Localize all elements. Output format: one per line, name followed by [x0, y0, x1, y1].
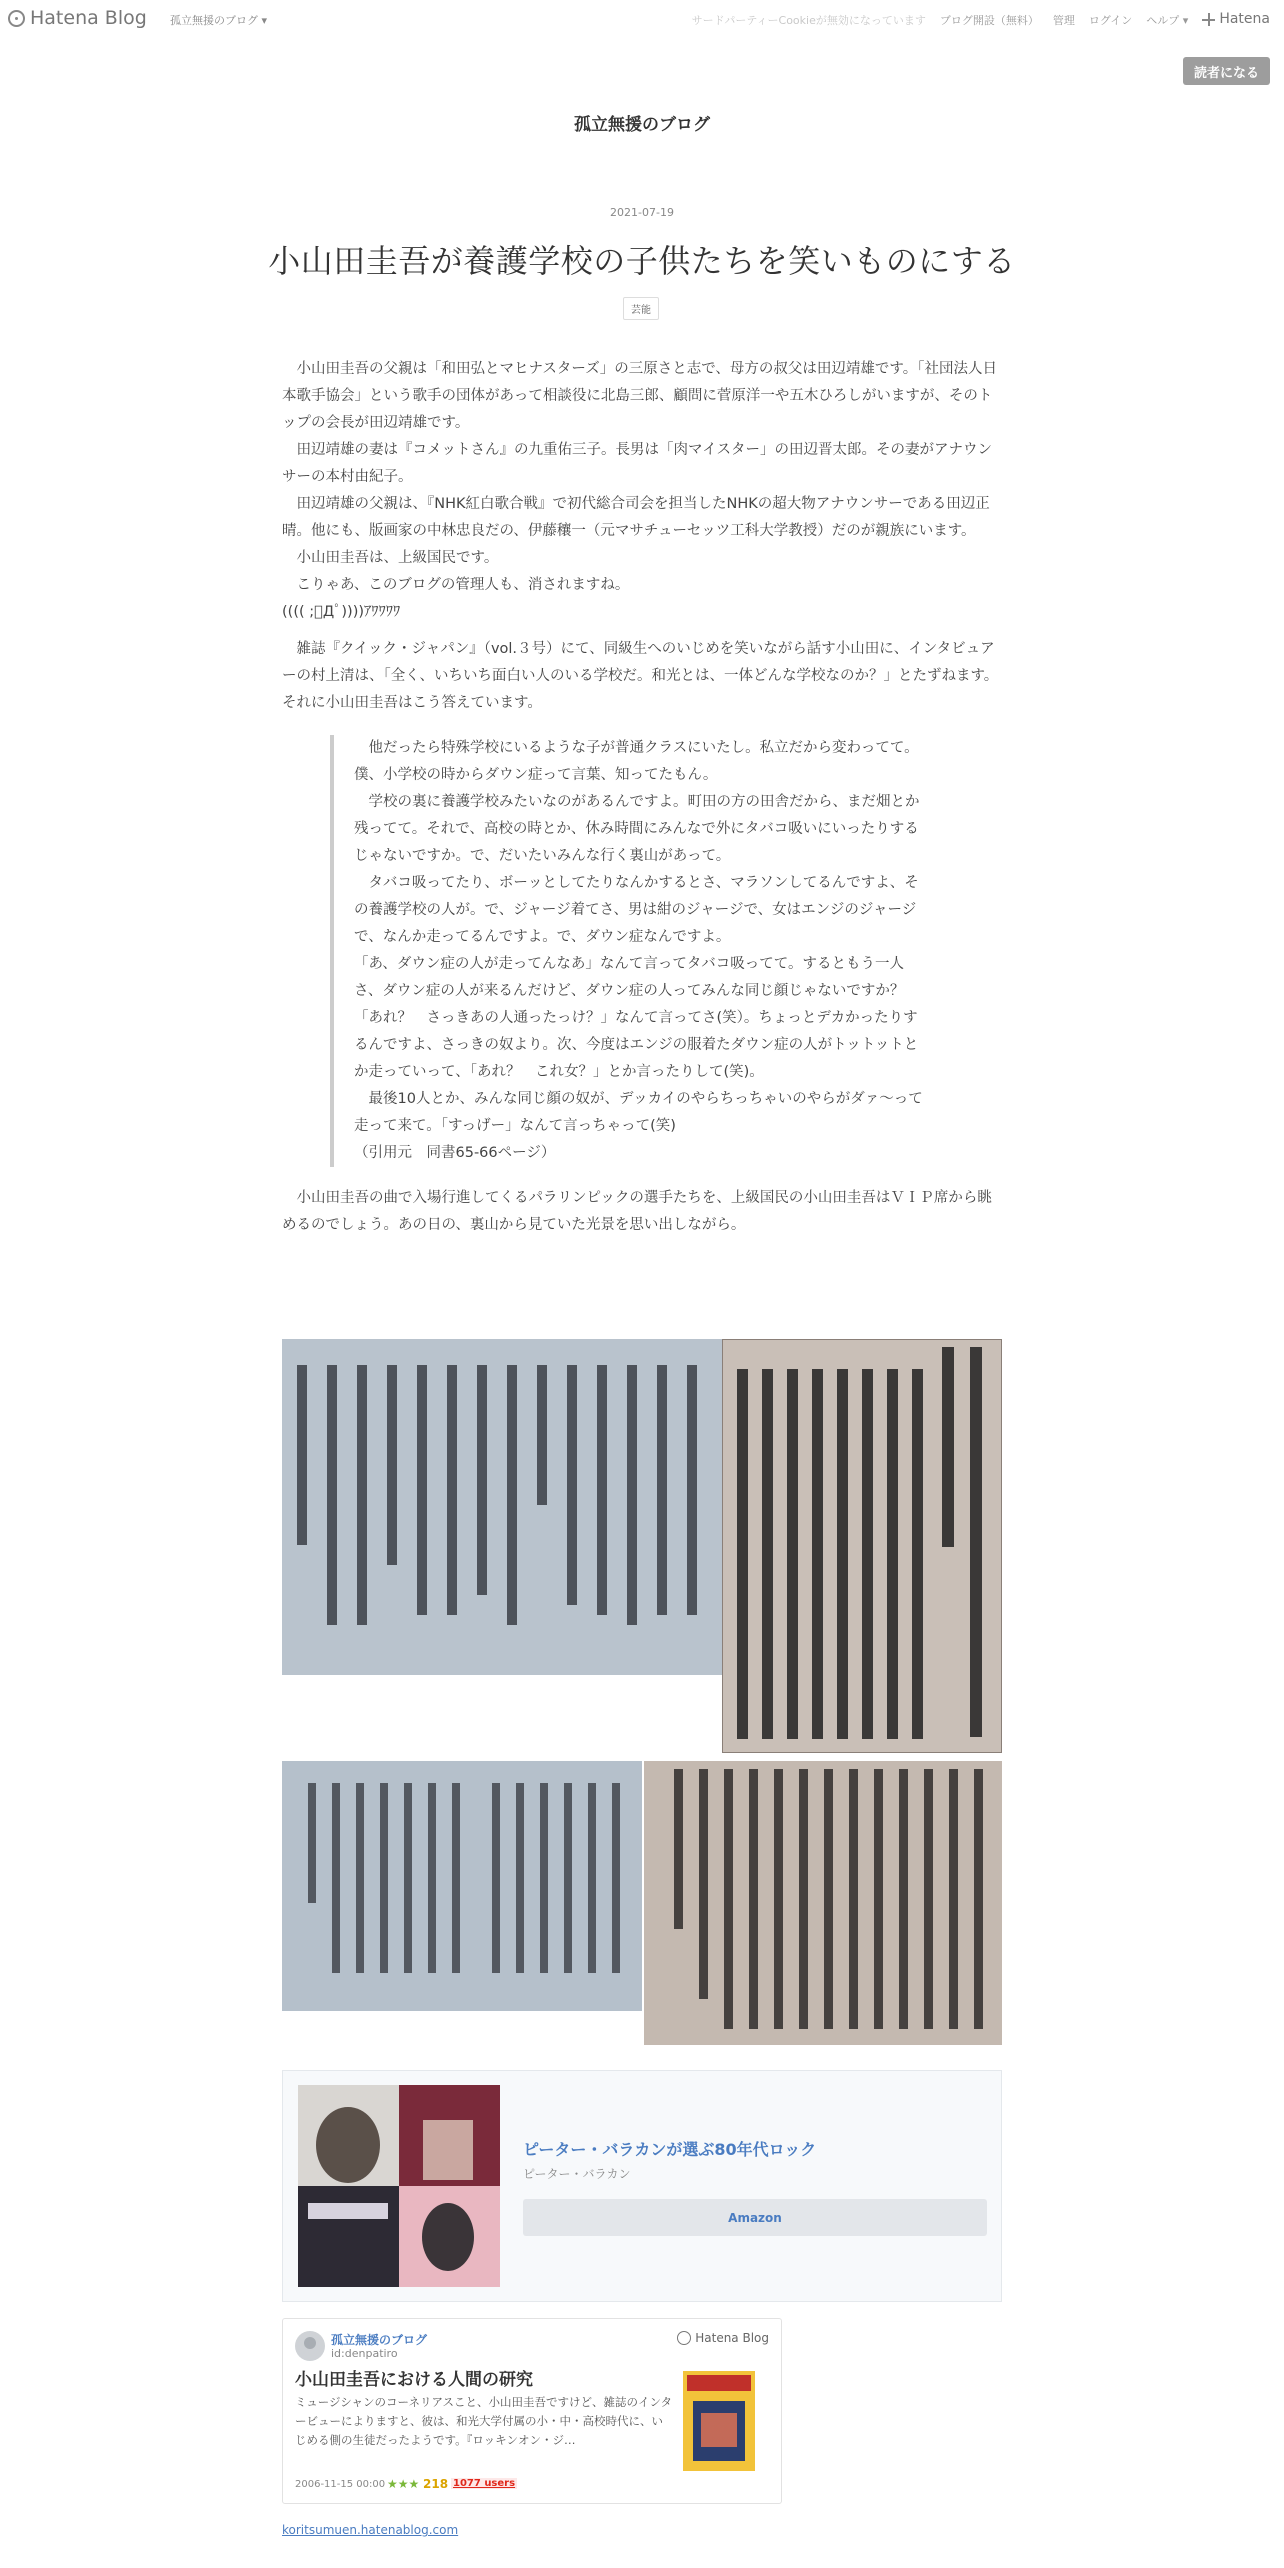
- blog-title[interactable]: 孤立無援のブログ: [574, 115, 710, 135]
- paragraph: 小山田圭吾の父親は「和田弘とマヒナスターズ」の三原さと志で、母方の叔父は田辺靖雄です。「社団法人日本歌手協会」という歌手の団体があって相談役に北島三郎、顧問に菅原洋一や五木ひろしがいますが、そのトップの会長が田辺靖雄です。: [282, 361, 997, 431]
- nav-link-login[interactable]: ログイン: [1088, 14, 1133, 27]
- embed-thumbnail[interactable]: [683, 2371, 755, 2471]
- quote-line: 「あれ？ さっきあの人通ったっけ？」なんて言ってさ(笑）。ちょっとデカかったりするんですよ、さっきの奴より。次、今度はエンジの服着たダウン症の人がトットットとか走っていって、「あれ？ これ女？」とか言ったりして(笑)。: [354, 1010, 919, 1080]
- star-count: 218: [423, 2477, 449, 2491]
- star-icon: ★★★: [387, 2477, 420, 2491]
- hatena-blog-icon: [677, 2331, 691, 2345]
- nav-link-help[interactable]: ヘルプ ▾: [1146, 14, 1189, 27]
- magazine-scan-image[interactable]: [282, 1339, 722, 1675]
- embedded-blog-card[interactable]: [282, 2318, 782, 2504]
- subscribe-button[interactable]: 読者になる: [1183, 57, 1270, 85]
- blog-url-link[interactable]: koritsumuen.hatenablog.com: [282, 2523, 459, 2537]
- embed-title[interactable]: 小山田圭吾における人間の研究: [295, 2370, 533, 2390]
- embed-description: ミュージシャンのコーネリアスこと、小山田圭吾ですけど、雑誌のインタービューによりますと、彼は、和光大学付属の小・中・高校時代に、いじめる側の生徒だったようです。『ロッキンオン・ジ…: [295, 2395, 673, 2447]
- hatena-label: Hatena: [1219, 11, 1270, 27]
- embed-date: 2006-11-15 00:00: [295, 2479, 386, 2490]
- cookie-notice: サードパーティーCookieが無効になっています: [691, 14, 926, 27]
- paragraph: 田辺靖雄の妻は『コメットさん』の九重佑三子。長男は「肉マイスター」の田辺晋太郎。その妻がアナウンサーの本村由紀子。: [282, 442, 993, 485]
- quote-line: 「あ、ダウン症の人が走ってんなあ」なんて言ってタバコ吸ってて。するともう一人さ、ダウン症の人が来るんだけど、ダウン症の人ってみんな同じ顔じゃないですか？: [354, 956, 905, 999]
- entry-date[interactable]: 2021-07-19: [610, 206, 674, 219]
- album-cover-collage[interactable]: [298, 2085, 500, 2287]
- magazine-scan-image[interactable]: [282, 1761, 642, 2011]
- bookmark-users-badge[interactable]: 1077 users: [453, 2478, 516, 2489]
- entry-category-badge[interactable]: 芸能: [623, 297, 659, 320]
- hatena-plus-icon: [1202, 13, 1215, 26]
- hatena-menu[interactable]: [1202, 11, 1270, 27]
- hatena-blog-logo-icon: [8, 10, 25, 27]
- quote-line: 学校の裏に養護学校みたいなのがあるんですよ。町田の方の田舎だから、まだ畑とか残ってて。それで、高校の時とか、休み時間にみんなで外にタバコ吸いにいったりするじゃないですか。で、だいたいみんな行く裏山があって。: [354, 794, 920, 864]
- paragraph: こりゃあ、このブログの管理人も、消されますね。: [282, 577, 630, 593]
- amazon-button[interactable]: Amazon: [523, 2199, 987, 2236]
- entry-content: [282, 356, 1002, 1249]
- amazon-product-title[interactable]: ピーター・バラカンが選ぶ80年代ロック: [523, 2140, 817, 2159]
- amazon-product-author: ピーター・バラカン: [523, 2167, 631, 2181]
- paragraph: 田辺靖雄の父親は、『NHK紅白歌合戦』で初代総合司会を担当したNHKの超大物アナウンサーである田辺正晴。他にも、版画家の中林忠良だの、伊藤穰一（元マサチューセッツ工科大学教授）だのが親族にいます。: [282, 496, 990, 539]
- quote-line: 他だったら特殊学校にいるような子が普通クラスにいたし。私立だから変わってて。僕、小学校の時からダウン症って言葉、知ってたもん。: [354, 740, 919, 783]
- nav-link-create-blog[interactable]: ブログ開設（無料）: [939, 14, 1039, 27]
- quote-block: [330, 735, 930, 1167]
- quote-line: 最後10人とか、みんな同じ顔の奴が、デッカイのやらちっちゃいのやらがダァ〜って走って来て。「すっげー」なんて言っちゃって(笑): [354, 1091, 923, 1134]
- embed-brand: [677, 2331, 769, 2345]
- paragraph: (((( ;ﾟДﾟ))))ｱﾜﾜﾜﾜ: [282, 604, 401, 620]
- magazine-scan-image[interactable]: [644, 1761, 1002, 2045]
- paragraph: 小山田圭吾の曲で入場行進してくるパラリンピックの選手たちを、上級国民の小山田圭吾はＶＩＰ席から眺めるのでしょう。あの日の、裏山から見ていた光景を思い出しながら。: [282, 1190, 992, 1233]
- amazon-product-card: [282, 2070, 1002, 2302]
- embed-user-id: id:denpatiro: [331, 2347, 398, 2360]
- intro-paragraphs: [282, 356, 1002, 626]
- paragraph: 小山田圭吾は、上級国民です。: [282, 550, 499, 566]
- blog-menu-dropdown[interactable]: 孤立無援のブログ ▾: [170, 14, 268, 27]
- avatar: [295, 2331, 325, 2361]
- logo-text: Hatena Blog: [30, 7, 147, 29]
- global-header: [0, 0, 1284, 38]
- quote-source: （引用元 同書65-66ページ）: [354, 1145, 556, 1161]
- global-nav: [692, 12, 1270, 28]
- paragraph: 雑誌『クイック・ジャパン』（vol.３号）にて、同級生へのいじめを笑いながら話す小山田に、インタビュアーの村上清は、「全く、いちいち面白い人のいる学校だ。和光とは、一体どんな学校なのか？」とたずねます。それに小山田圭吾はこう答えています。: [282, 641, 999, 711]
- nav-link-admin[interactable]: 管理: [1052, 14, 1075, 27]
- embed-brand-label: Hatena Blog: [695, 2331, 769, 2345]
- quote-line: タバコ吸ってたり、ボーッとしてたりなんかするとさ、マラソンしてるんですよ、その養護学校の人が。で、ジャージ着てさ、男は紺のジャージで、女はエンジのジャージで、なんか走ってるんですよ。で、ダウン症なんですよ。: [354, 875, 919, 945]
- hatena-blog-logo[interactable]: [8, 7, 147, 29]
- entry-title[interactable]: 小山田圭吾が養護学校の子供たちを笑いものにする: [268, 242, 1016, 280]
- magazine-scan-image[interactable]: [722, 1339, 1002, 1753]
- embed-blog-name[interactable]: 孤立無援のブログ: [331, 2333, 428, 2347]
